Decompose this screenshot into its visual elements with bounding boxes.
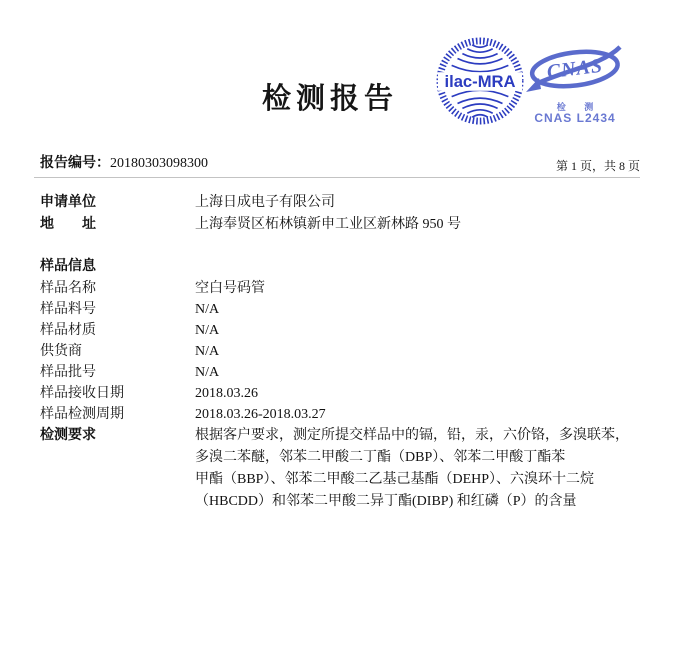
cnas-logo xyxy=(522,44,628,125)
sample-batch-label: 样品批号 xyxy=(40,365,96,380)
supplier-value: N/A xyxy=(195,344,220,359)
sample-material-value: N/A xyxy=(195,323,220,338)
report-number-row xyxy=(40,155,640,173)
supplier-row xyxy=(40,341,644,362)
supplier-label: 供货商 xyxy=(40,344,82,359)
sample-material-label: 样品材质 xyxy=(40,323,96,338)
testing-period-value: 2018.03.26-2018.03.27 xyxy=(195,407,326,422)
header-divider xyxy=(34,177,640,178)
address-value: 上海奉贤区柘林镇新申工业区新林路 950 号 xyxy=(195,217,461,232)
sample-batch-row xyxy=(40,362,644,383)
sample-material-row xyxy=(40,320,644,341)
test-requirement-line: （HBCDD）和邻苯二甲酸二异丁酯(DIBP) 和红磷（P）的含量 xyxy=(195,494,577,509)
sample-info-section xyxy=(40,255,644,513)
applicant-label: 申请单位 xyxy=(40,195,96,210)
applicant-section xyxy=(40,192,644,236)
page-title: 检测报告 xyxy=(261,83,398,115)
test-requirement-line: 根据客户要求，测定所提交样品中的镉，铅，汞，六价铬，多溴联苯， xyxy=(195,428,629,443)
sample-received-date-label: 样品接收日期 xyxy=(40,386,124,401)
test-requirement-line: 多溴二苯醚，邻苯二甲酸二丁酯（DBP）、邻苯二甲酸丁酯苯 xyxy=(195,450,566,465)
test-requirement-label: 检测要求 xyxy=(40,428,96,443)
cnas-label: CNAS xyxy=(545,54,605,84)
test-requirement-line: 甲酯（BBP）、邻苯二甲酸二乙基己基酯（DEHP）、六溴环十二烷 xyxy=(195,472,595,487)
sample-batch-value: N/A xyxy=(195,365,220,380)
sample-received-date-value: 2018.03.26 xyxy=(195,386,258,401)
cnas-accreditation-number: CNAS L2434 xyxy=(534,111,616,125)
report-number-label: 报告编号： xyxy=(40,156,110,171)
sample-received-date-row xyxy=(40,383,644,404)
sample-name-row xyxy=(40,278,644,299)
testing-period-label: 样品检测周期 xyxy=(40,407,124,422)
sample-part-number-value: N/A xyxy=(195,302,220,317)
page-indicator: 第 1 页，共 8 页 xyxy=(555,159,640,173)
cnas-ellipse-icon xyxy=(522,44,628,96)
sample-part-number-row xyxy=(40,299,644,320)
ilac-mra-label: ilac-MRA xyxy=(444,71,516,91)
cnas-jiance-label: 检 测 xyxy=(556,102,602,112)
ilac-mra-logo xyxy=(436,36,524,126)
applicant-value: 上海日成电子有限公司 xyxy=(195,195,335,210)
sample-info-header: 样品信息 xyxy=(40,259,96,274)
test-requirement-row xyxy=(40,425,644,513)
address-label: 地 址 xyxy=(40,217,96,232)
sample-part-number-label: 样品料号 xyxy=(40,302,96,317)
sample-name-label: 样品名称 xyxy=(40,281,96,296)
report-number-value: 20180303098300 xyxy=(110,156,208,171)
test-requirement-text xyxy=(195,425,629,513)
applicant-row xyxy=(40,192,644,214)
sample-name-value: 空白号码管 xyxy=(195,281,265,296)
testing-period-row xyxy=(40,404,644,425)
ilac-mra-globe-icon xyxy=(436,36,524,126)
address-row xyxy=(40,214,644,236)
